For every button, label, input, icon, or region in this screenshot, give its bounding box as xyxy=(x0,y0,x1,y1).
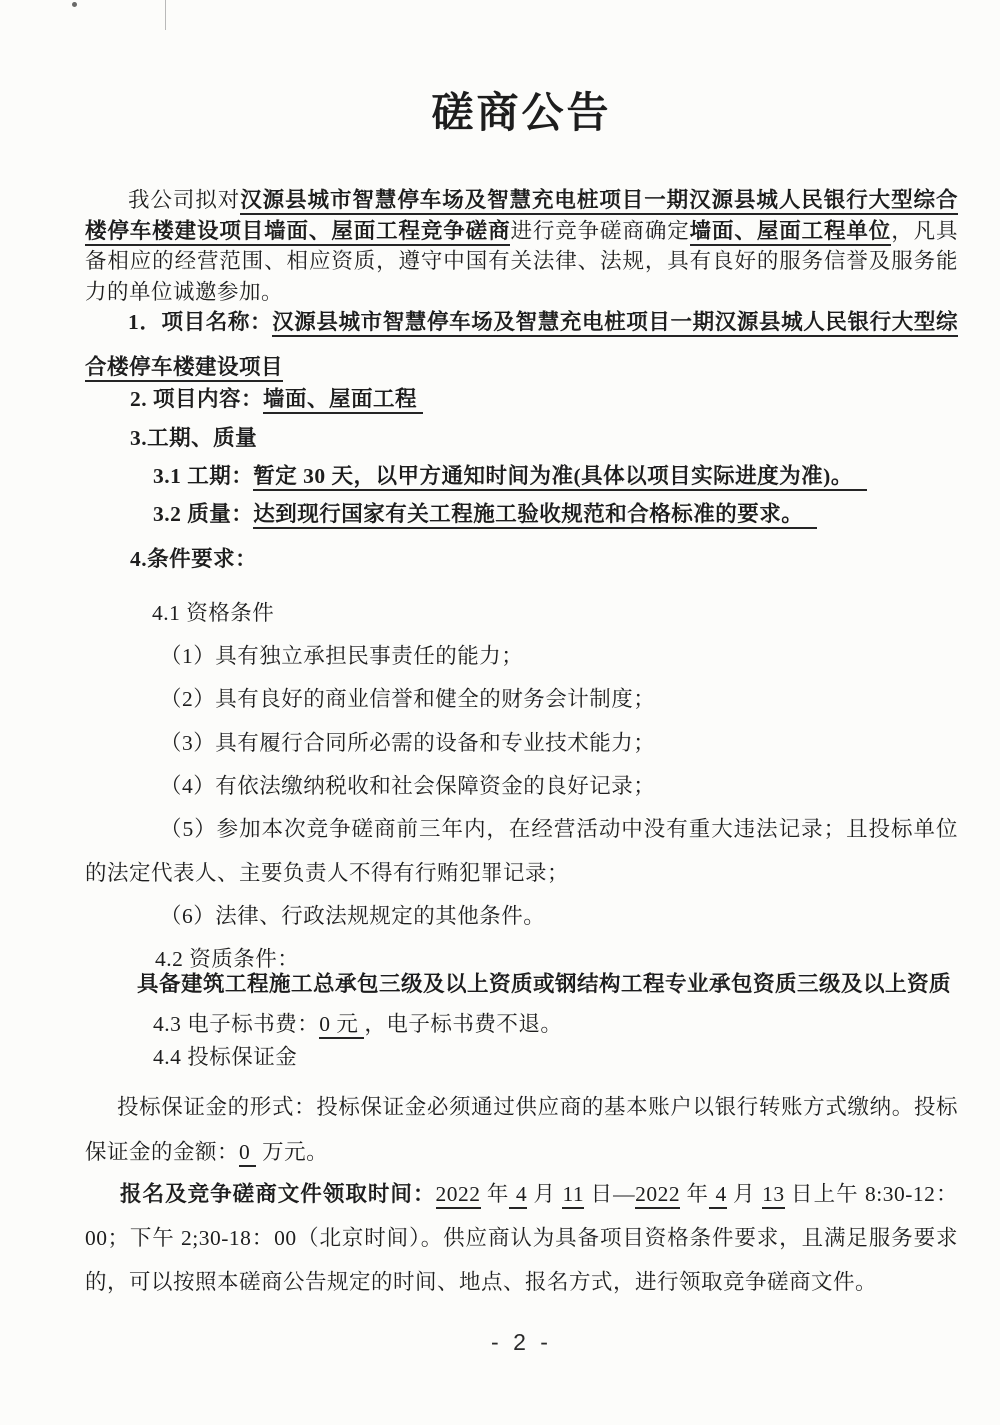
deposit-form-text: 投标保证金的形式：投标保证金必须通过供应商的基本账户以银行转账方式缴纳。投标保证金的金额： xyxy=(85,1095,958,1164)
registration-tail: 日上午 8:30-12：00；下午 2;30-18：00（北京时间）。供应商认为具备项目资格条件要求，且满足服务要求的，可以按照本磋商公告规定的时间、地点、报名方式，进行领取竞争磋商文件。 xyxy=(85,1182,958,1294)
deposit-tail: 万元。 xyxy=(256,1140,329,1164)
registration-year1-unit: 年 xyxy=(480,1182,510,1206)
deposit-heading: 4.4 投标保证金 xyxy=(153,1045,298,1069)
registration-year2-unit: 年 xyxy=(680,1182,710,1206)
bid-fee-tail: ，电子标书费不退。 xyxy=(364,1012,563,1036)
intro-mid: 进行竞争磋商确定 xyxy=(510,218,690,243)
unit-name-emphasis: 墙面、屋面工程单位 xyxy=(690,219,892,246)
condition-item-4: （4）有依法缴纳税收和社会保障资金的良好记录； xyxy=(160,774,656,798)
condition-item-2: （2）具有良好的商业信誉和健全的财务会计制度； xyxy=(160,687,656,711)
registration-day2: 13 xyxy=(762,1182,785,1209)
intro-tail: ，凡具备相应的经营范围、相应资质，遵守中国有关法律、法规，具有良好的服务信誉及服务能力的单位诚邀参加。 xyxy=(85,218,958,304)
registration-month2: 4 xyxy=(709,1182,727,1209)
bid-fee-value: 0 元 xyxy=(319,1012,364,1039)
page-number: - 2 - xyxy=(491,1329,552,1355)
registration-month1-unit: 月 xyxy=(527,1182,563,1206)
project-name-value: 汉源县城市智慧停车场及智慧充电桩项目一期汉源县城人民银行大型综合楼停车楼建设项目 xyxy=(85,310,958,382)
registration-label: 报名及竞争磋商文件领取时间： xyxy=(120,1182,436,1206)
qualification-heading: 4.1 资格条件 xyxy=(152,601,275,625)
condition-item-1: （1）具有独立承担民事责任的能力； xyxy=(160,644,524,668)
project-content-label: 2. 项目内容： xyxy=(130,387,264,411)
project-name-label: 1．项目名称： xyxy=(128,310,273,334)
deposit-amount: 0 xyxy=(239,1140,256,1167)
scan-line-artifact xyxy=(165,0,166,30)
registration-month2-unit: 月 xyxy=(726,1182,763,1206)
intro-lead: 我公司拟对 xyxy=(128,188,241,212)
quality-item xyxy=(85,499,958,529)
registration-month1: 4 xyxy=(509,1182,527,1209)
duration-item xyxy=(85,461,958,491)
intro-paragraph xyxy=(85,185,958,307)
condition-item-6: （6）法律、行政法规规定的其他条件。 xyxy=(160,904,546,928)
duration-value: 暂定 30 天，以甲方通知时间为准(具体以项目实际进度为准)。 xyxy=(253,464,867,491)
project-name-emphasis: 汉源县城市智慧停车场及智慧充电桩项目一期汉源县城人民银行大型综合楼停车楼建设项目墙面、屋面工程竞争磋商 xyxy=(85,188,958,246)
bid-fee-item xyxy=(85,1009,958,1039)
project-content-item xyxy=(85,384,958,414)
project-content-value: 墙面、屋面工程 xyxy=(263,387,423,414)
duration-label: 3.1 工期： xyxy=(153,464,254,488)
registration-day1-unit: 日— xyxy=(584,1182,636,1206)
registration-paragraph xyxy=(85,1172,958,1304)
registration-year1: 2022 xyxy=(436,1182,481,1209)
document-title: 磋商公告 xyxy=(431,91,612,137)
project-name-item xyxy=(85,300,958,390)
quality-value: 达到现行国家有关工程施工验收规范和合格标准的要求。 xyxy=(253,502,817,529)
condition-item-5: （5）参加本次竞争磋商前三年内，在经营活动中没有重大违法记录；且投标单位的法定代表人、主要负责人不得有行贿犯罪记录； xyxy=(85,817,958,885)
bid-fee-label: 4.3 电子标书费： xyxy=(153,1012,320,1036)
section3-heading: 3.工期、质量 xyxy=(130,426,258,450)
registration-year2: 2022 xyxy=(635,1182,680,1209)
deposit-paragraph xyxy=(85,1085,958,1175)
registration-day1: 11 xyxy=(562,1182,584,1209)
scan-speck-artifact xyxy=(72,2,77,7)
condition-item-3: （3）具有履行合同所必需的设备和专业技术能力； xyxy=(160,731,656,755)
quality-label: 3.2 质量： xyxy=(153,502,254,526)
credential-requirement: 具备建筑工程施工总承包三级及以上资质或钢结构工程专业承包资质三级及以上资质 xyxy=(137,972,952,996)
section4-heading: 4.条件要求： xyxy=(130,547,258,571)
credential-heading: 4.2 资质条件： xyxy=(155,947,300,971)
